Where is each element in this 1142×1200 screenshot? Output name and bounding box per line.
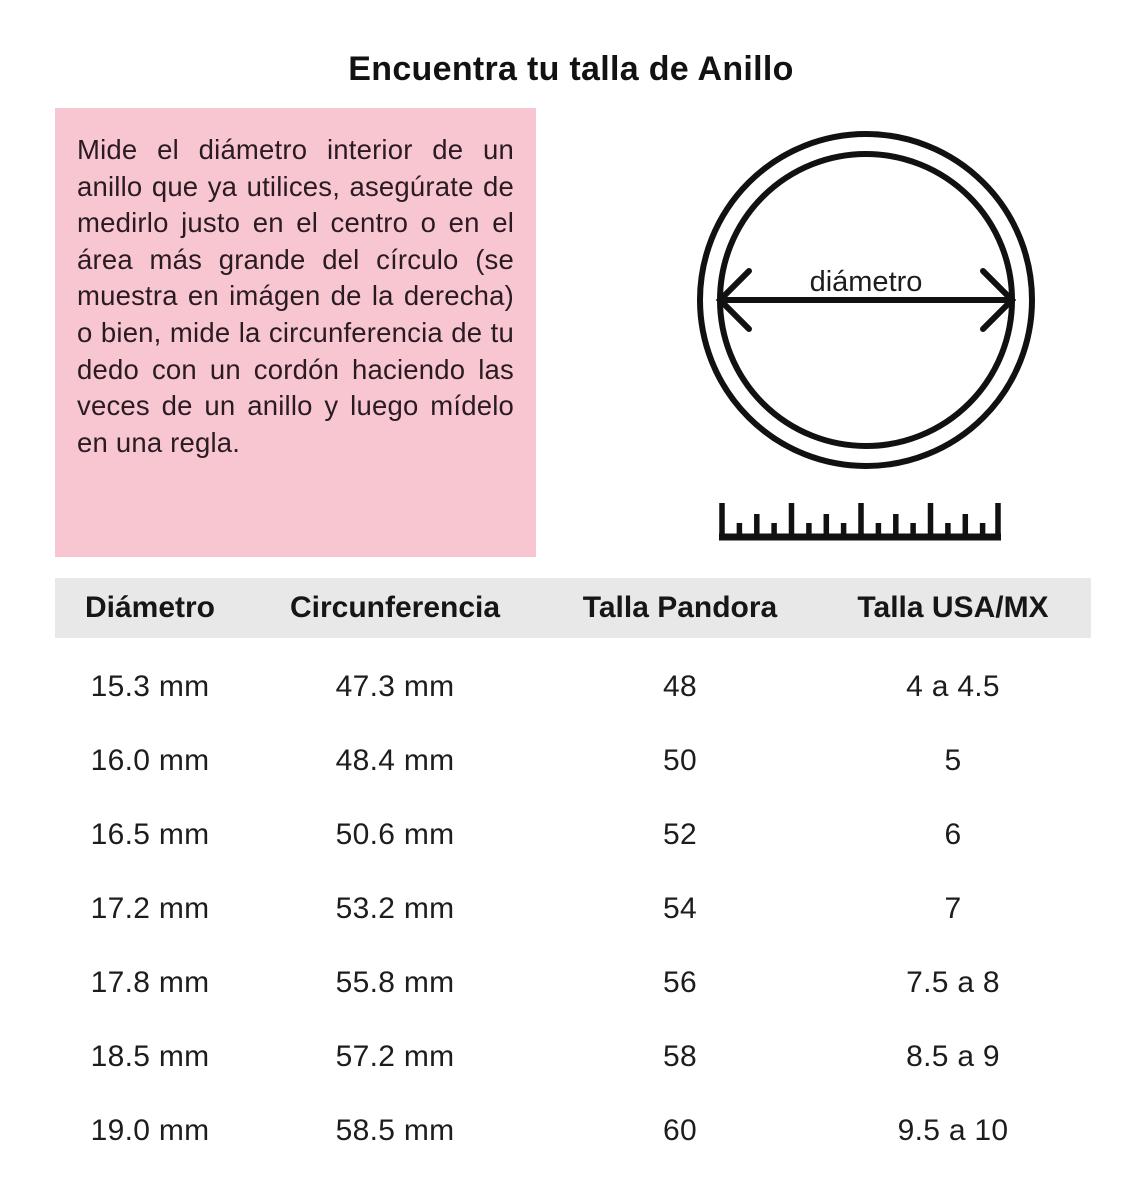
table-header-row	[55, 578, 1091, 638]
cell-diametro: 15.3 mm	[90, 670, 210, 703]
cell-circunferencia: 47.3 mm	[335, 670, 455, 703]
header-talla-usa-mx: Talla USA/MX	[857, 591, 1049, 624]
cell-circunferencia: 48.4 mm	[335, 744, 455, 777]
header-talla-pandora: Talla Pandora	[582, 591, 778, 624]
header-diametro: Diámetro	[84, 591, 216, 624]
diameter-label: diámetro	[809, 266, 923, 298]
cell-talla-usa-mx: 7	[944, 892, 962, 925]
cell-circunferencia: 55.8 mm	[335, 966, 455, 999]
cell-diametro: 16.5 mm	[90, 818, 210, 851]
table-row	[55, 1020, 1091, 1094]
cell-diametro: 19.0 mm	[90, 1114, 210, 1147]
header-circunferencia: Circunferencia	[289, 591, 501, 624]
cell-circunferencia: 50.6 mm	[335, 818, 455, 851]
table-row	[55, 798, 1091, 872]
ruler-icon	[710, 495, 1010, 545]
table-row	[55, 650, 1091, 724]
size-table	[55, 578, 1091, 1168]
table-row	[55, 1094, 1091, 1168]
cell-circunferencia: 57.2 mm	[335, 1040, 455, 1073]
table-row	[55, 872, 1091, 946]
page-title: Encuentra tu talla de Anillo	[348, 50, 794, 88]
table-body	[55, 650, 1091, 1168]
instructions-box	[55, 108, 536, 557]
cell-talla-pandora: 60	[663, 1114, 697, 1147]
instructions-text: Mide el diámetro interior de un anillo que ya utilices, asegúrate de medirlo justo en el centro o en el área más grande del círculo (se muestra en imágen de la derecha) o bien, mide la circunferencia de tu dedo con un cordón haciendo las veces de un anillo y luego mídelo en una regla.	[77, 134, 514, 458]
cell-diametro: 18.5 mm	[90, 1040, 210, 1073]
cell-talla-usa-mx: 6	[944, 818, 962, 851]
table-row	[55, 946, 1091, 1020]
cell-talla-usa-mx: 9.5 a 10	[897, 1114, 1009, 1147]
cell-diametro: 17.2 mm	[90, 892, 210, 925]
cell-talla-pandora: 58	[663, 1040, 697, 1073]
cell-talla-pandora: 54	[663, 892, 697, 925]
cell-diametro: 17.8 mm	[90, 966, 210, 999]
cell-talla-usa-mx: 7.5 a 8	[906, 966, 1000, 999]
table-row	[55, 724, 1091, 798]
cell-talla-pandora: 50	[663, 744, 697, 777]
cell-talla-usa-mx: 5	[944, 744, 962, 777]
cell-talla-pandora: 52	[663, 818, 697, 851]
cell-talla-usa-mx: 8.5 a 9	[906, 1040, 1000, 1073]
cell-talla-usa-mx: 4 a 4.5	[906, 670, 1000, 703]
cell-circunferencia: 53.2 mm	[335, 892, 455, 925]
ring-diagram	[679, 115, 1054, 485]
cell-diametro: 16.0 mm	[90, 744, 210, 777]
cell-talla-pandora: 56	[663, 966, 697, 999]
cell-circunferencia: 58.5 mm	[335, 1114, 455, 1147]
cell-talla-pandora: 48	[663, 670, 697, 703]
